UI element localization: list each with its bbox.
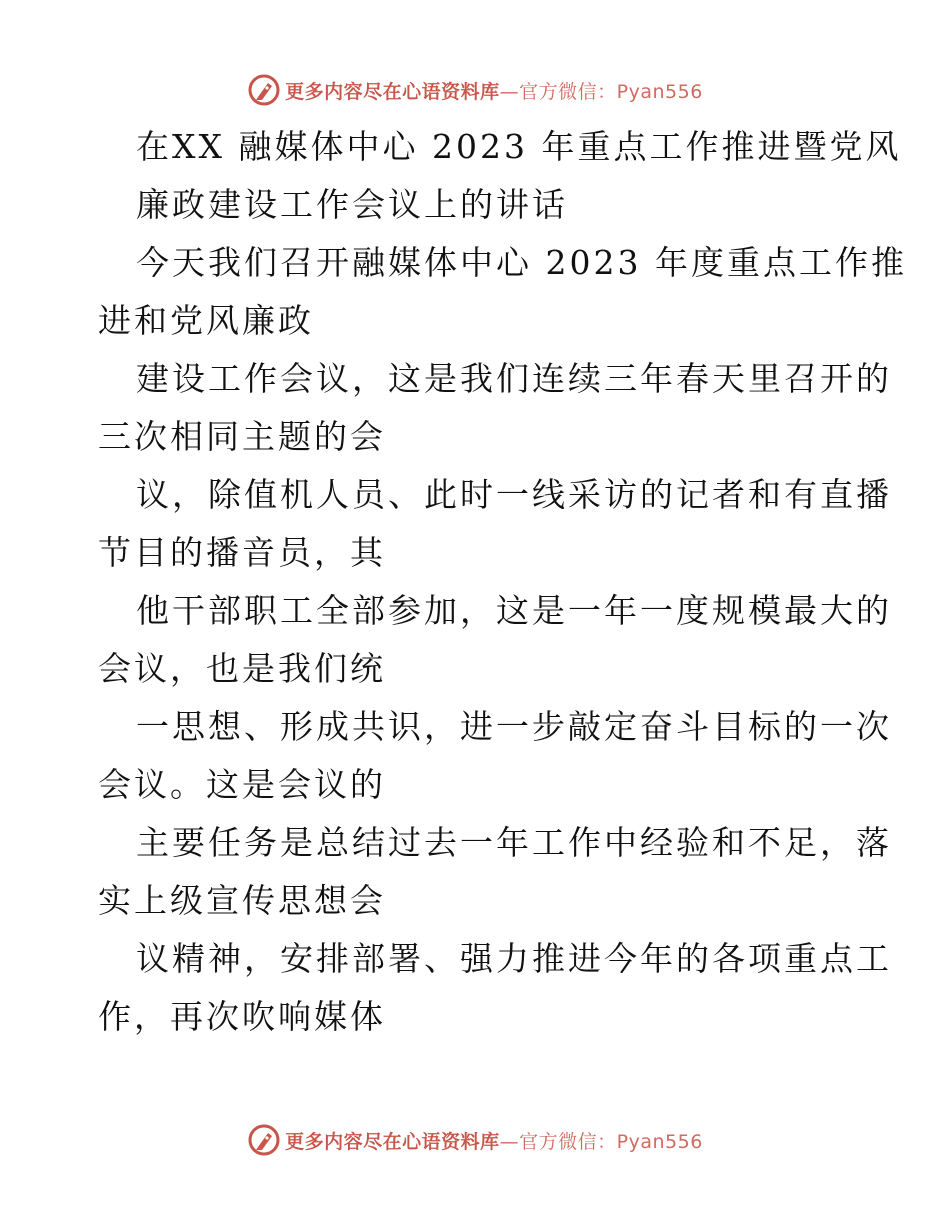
watermark-brand: 更多内容尽在心语资料库 — [285, 1130, 500, 1153]
header-watermark — [0, 70, 950, 110]
body-line: 实上级宣传思想会 — [98, 881, 386, 920]
body-line: 节目的播音员，其 — [98, 533, 386, 572]
document-body — [98, 118, 907, 1046]
watermark-text — [285, 1127, 703, 1154]
body-line: 作，再次吹响媒体 — [98, 997, 386, 1036]
body-line: 议精神，安排部署、强力推进今年的各项重点工 — [136, 939, 892, 978]
body-line: 议，除值机人员、此时一线采访的记者和有直播 — [136, 475, 892, 514]
body-line: 建设工作会议，这是我们连续三年春天里召开的 — [136, 359, 892, 398]
body-line: 进和党风廉政 — [98, 301, 314, 340]
title-line-1: 在XX 融媒体中心 2023 年重点工作推进暨党风 — [136, 127, 902, 166]
watermark-text — [285, 77, 703, 104]
body-line: 一思想、形成共识，进一步敲定奋斗目标的一次 — [136, 707, 892, 746]
watermark-wechat: —官方微信：Pyan556 — [499, 1130, 703, 1153]
body-line: 三次相同主题的会 — [98, 417, 386, 456]
pen-nib-logo-icon — [247, 73, 281, 107]
footer-watermark — [0, 1120, 950, 1160]
body-line: 会议，也是我们统 — [98, 649, 386, 688]
body-line: 今天我们召开融媒体中心 2023 年度重点工作推 — [136, 243, 907, 282]
watermark-wechat: —官方微信：Pyan556 — [499, 80, 703, 103]
body-line: 他干部职工全部参加，这是一年一度规模最大的 — [136, 591, 892, 630]
title-line-2: 廉政建设工作会议上的讲话 — [136, 185, 568, 224]
body-line: 会议。这是会议的 — [98, 765, 386, 804]
body-line: 主要任务是总结过去一年工作中经验和不足，落 — [136, 823, 892, 862]
pen-nib-logo-icon — [247, 1123, 281, 1157]
watermark-brand: 更多内容尽在心语资料库 — [285, 80, 500, 103]
